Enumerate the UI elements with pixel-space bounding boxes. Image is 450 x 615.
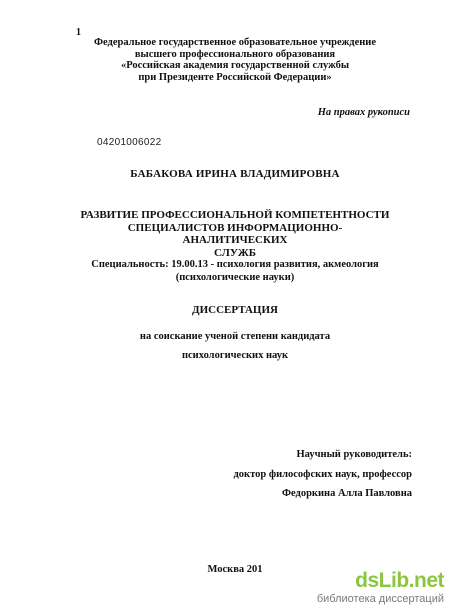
- organization-line: «Российская академия государственной службы: [120, 60, 350, 71]
- document-type: ДИССЕРТАЦИЯ: [192, 304, 278, 316]
- watermark-subtitle: библиотека диссертаций: [316, 593, 444, 605]
- title-line: СПЕЦИАЛИСТОВ ИНФОРМАЦИОННО-АНАЛИТИЧЕСКИХ: [127, 221, 343, 246]
- organization-line: высшего профессионального образования: [134, 48, 336, 60]
- author-name: БАБАКОВА ИРИНА ВЛАДИМИРОВНА: [130, 168, 340, 180]
- organization-line: Федеральное государственное образовательное учреждение: [93, 37, 377, 48]
- specialty-line: (психологические науки): [175, 271, 295, 283]
- city-year: Москва 201: [207, 564, 263, 575]
- supervisor-block: [192, 445, 412, 504]
- degree-statement: [60, 328, 410, 365]
- degree-line: на соискание ученой степени кандидата: [139, 331, 331, 342]
- title-line: СЛУЖБ: [213, 246, 257, 259]
- document-code: 04201006022: [97, 137, 162, 148]
- organization-line: при Президенте Российской Федерации»: [138, 71, 332, 83]
- specialty-line: Специальность: 19.00.13 - психология развития, акмеология: [91, 259, 379, 270]
- supervisor-line: доктор философских наук, профессор: [233, 468, 412, 480]
- dissertation-title: [80, 209, 390, 259]
- watermark-logo: dsLib.net: [355, 569, 444, 592]
- supervisor-line: Федоркина Алла Павловна: [281, 488, 412, 499]
- degree-line: психологических наук: [181, 349, 289, 361]
- manuscript-note: На правах рукописи: [317, 107, 410, 118]
- title-line: РАЗВИТИЕ ПРОФЕССИОНАЛЬНОЙ КОМПЕТЕНТНОСТИ: [80, 209, 390, 221]
- watermark[interactable]: [284, 570, 444, 606]
- supervisor-line: Научный руководитель:: [296, 449, 412, 460]
- specialty: [70, 259, 400, 284]
- page-number: 1: [76, 27, 81, 38]
- organization-header: [60, 37, 410, 83]
